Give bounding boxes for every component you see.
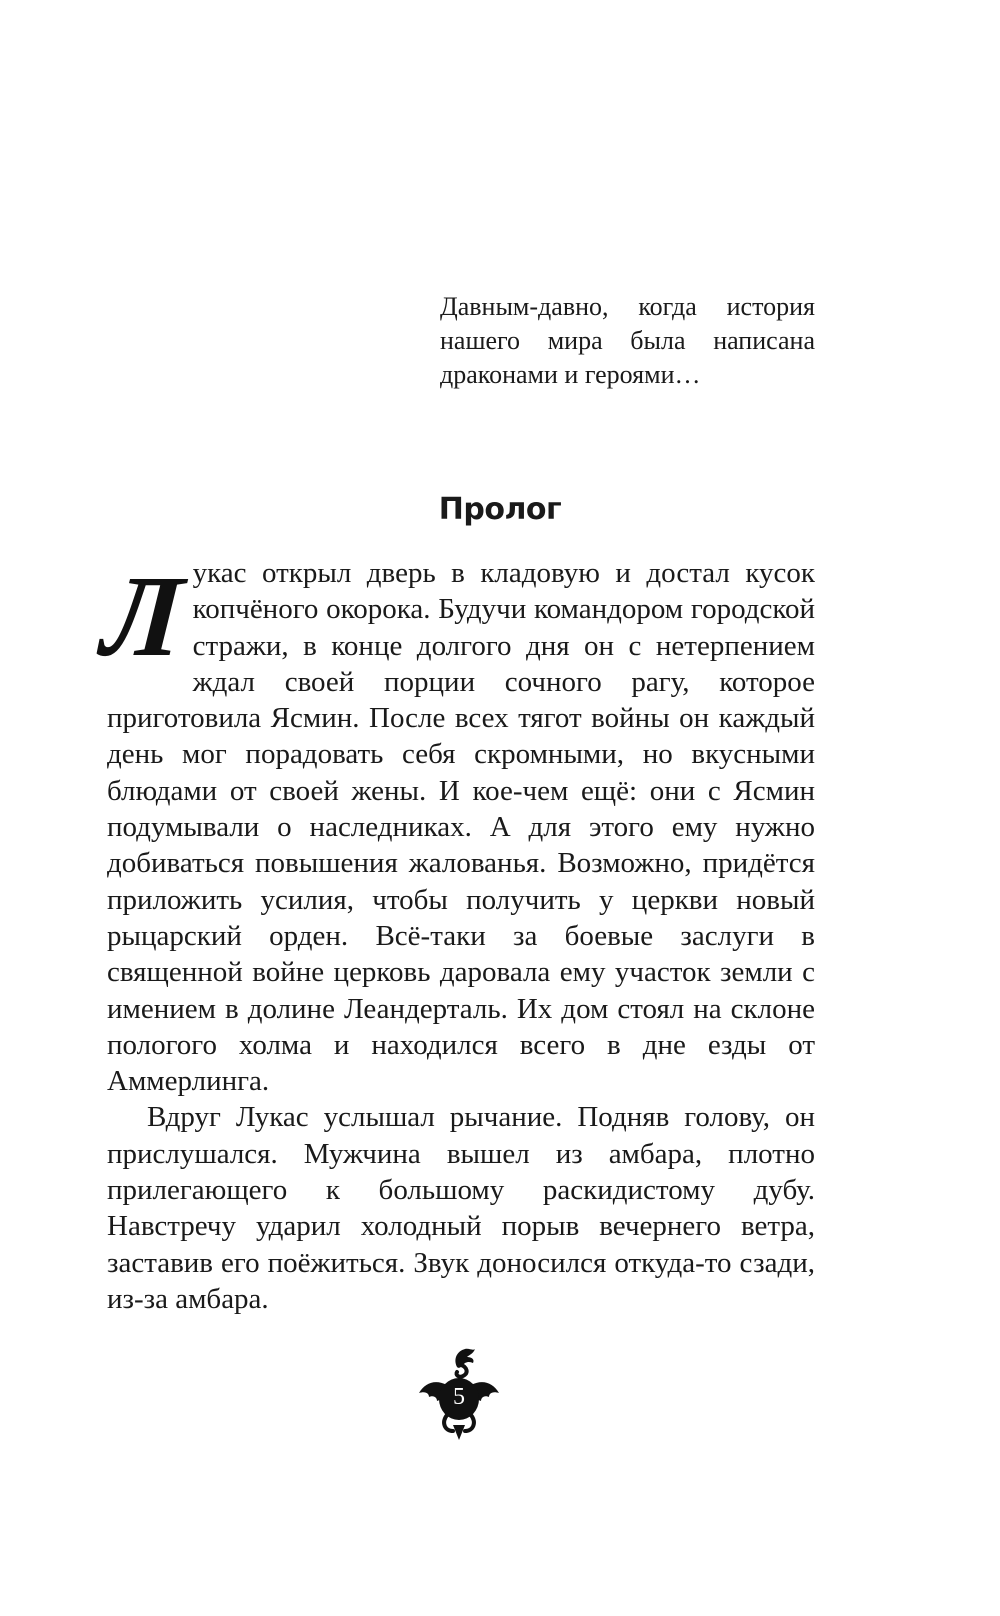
chapter-title: Пролог: [438, 492, 562, 527]
page-folio: [417, 1345, 501, 1441]
page-number: 5: [453, 1384, 465, 1410]
epigraph: Давным-давно, когда история нашего мира была написана драконами и героями…: [440, 292, 815, 389]
paragraph-1: [98, 553, 815, 1099]
paragraph-1-text: укас открыл дверь в кладовую и достал кусок копчёного окорока. Будучи командором городской стражи, в конце долгого дня он с нетерпением ждал своей порции сочного рагу, которое приготовила Ясмин. После всех тягот войны он каждый день мог порадовать себя скромными, но вкусными блюдами от своей жены. И кое-чем ещё: они с Ясмин подумывали о наследниках. А для этого ему нужно добиваться повышения жалованья. Возможно, придётся приложить усилия, чтобы получить у церкви новый рыцарский орден. Всё-таки за боевые заслуги в священной войне церковь даровала ему участок земли с имением в долине Леандерталь. Их дом стоял на склоне пологого холма и находился всего в дне езды от Аммерлинга.: [107, 557, 815, 1098]
drop-cap: Л: [98, 553, 188, 681]
paragraph-2: Вдруг Лукас услышал рычание. Подняв голову, он прислушался. Мужчина вышел из амбара, плотно прилегающего к большому раскидистому дубу. Навстречу ударил холодный порыв вечернего ветра, заставив его поёжиться. Звук доносился откуда-то сзади, из-за амбара.: [107, 1101, 815, 1315]
chapter-body: [98, 553, 815, 1317]
